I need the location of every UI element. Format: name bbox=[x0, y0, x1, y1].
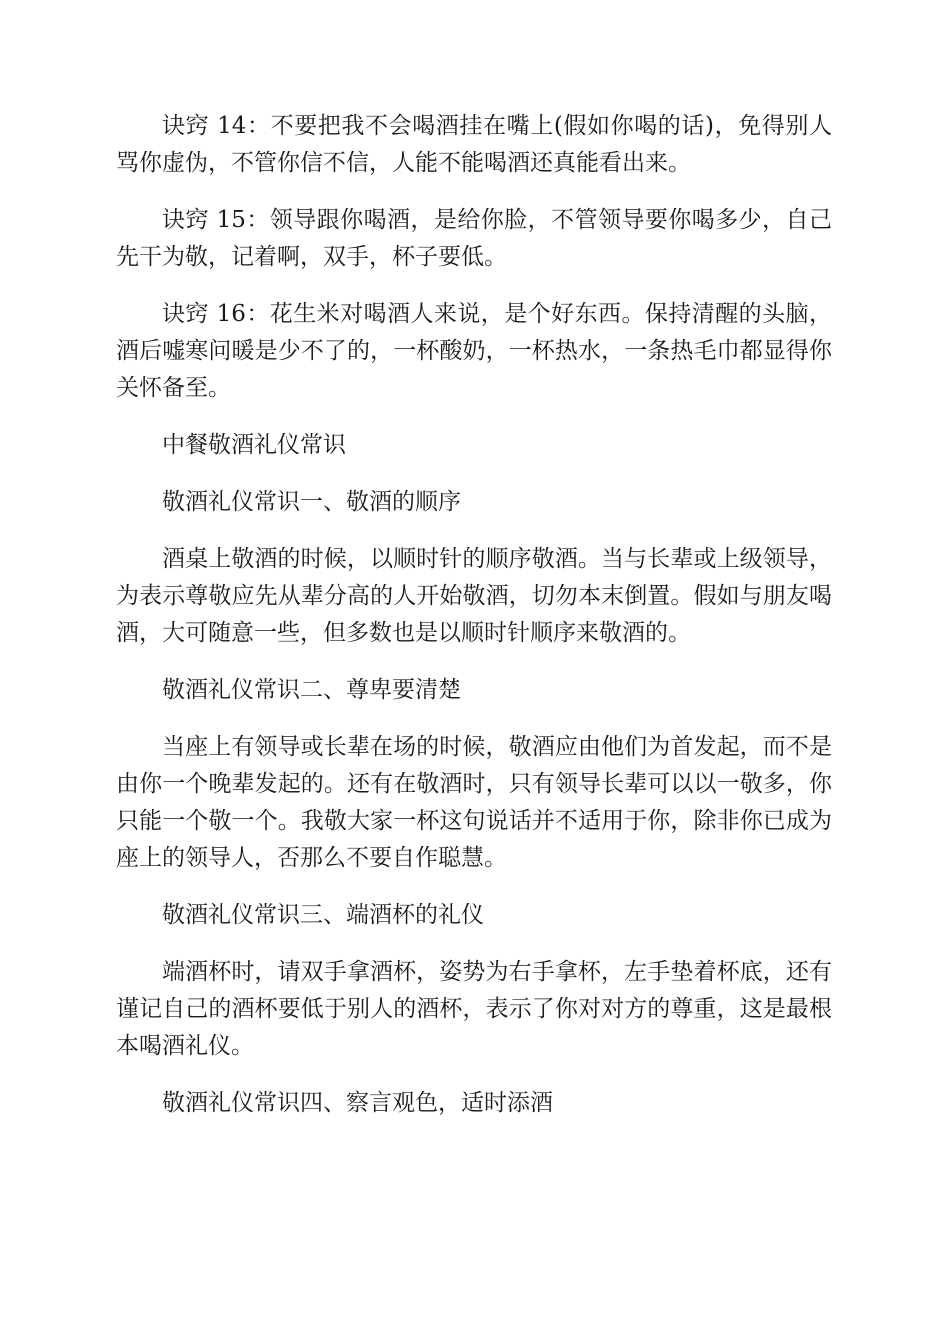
section-heading-chinese-toast-etiquette: 中餐敬酒礼仪常识 bbox=[162, 432, 346, 458]
subheading-seniority: 敬酒礼仪常识二、尊卑要清楚 bbox=[162, 677, 461, 703]
paragraph-tip-15: 诀窍 15：领导跟你喝酒，是给你脸，不管领导要你喝多少，自己先干为敬，记着啊，双手，杯子要低。 bbox=[116, 207, 832, 270]
subheading-toast-order: 敬酒礼仪常识一、敬酒的顺序 bbox=[162, 489, 461, 515]
paragraph-holding-glass: 端酒杯时，请双手拿酒杯，姿势为右手拿杯，左手垫着杯底，还有谨记自己的酒杯要低于别人的酒杯，表示了你对对方的尊重，这是最根本喝酒礼仪。 bbox=[116, 959, 832, 1059]
paragraph-tip-16: 诀窍 16：花生米对喝酒人来说，是个好东西。保持清醒的头脑，酒后嘘寒问暖是少不了的，一杯酸奶，一杯热水，一条热毛巾都显得你关怀备至。 bbox=[116, 301, 832, 401]
paragraph-seniority: 当座上有领导或长辈在场的时候，敬酒应由他们为首发起，而不是由你一个晚辈发起的。还有在敬酒时，只有领导长辈可以以一敬多，你只能一个敬一个。我敬大家一杯这句说话并不适用于你，除非你已成为座上的领导人，否那么不要自作聪慧。 bbox=[116, 734, 832, 871]
subheading-holding-glass: 敬酒礼仪常识三、端酒杯的礼仪 bbox=[162, 902, 484, 928]
paragraph-toast-order: 酒桌上敬酒的时候，以顺时针的顺序敬酒。当与长辈或上级领导，为表示尊敬应先从辈分高的人开始敬酒，切勿本末倒置。假如与朋友喝酒，大可随意一些，但多数也是以顺时针顺序来敬酒的。 bbox=[116, 546, 832, 646]
document-page bbox=[116, 108, 832, 1142]
subheading-refill-wine: 敬酒礼仪常识四、察言观色，适时添酒 bbox=[162, 1090, 553, 1116]
paragraph-tip-14: 诀窍 14：不要把我不会喝酒挂在嘴上(假如你喝的话)，免得别人骂你虚伪，不管你信不信，人能不能喝酒还真能看出来。 bbox=[116, 113, 832, 176]
